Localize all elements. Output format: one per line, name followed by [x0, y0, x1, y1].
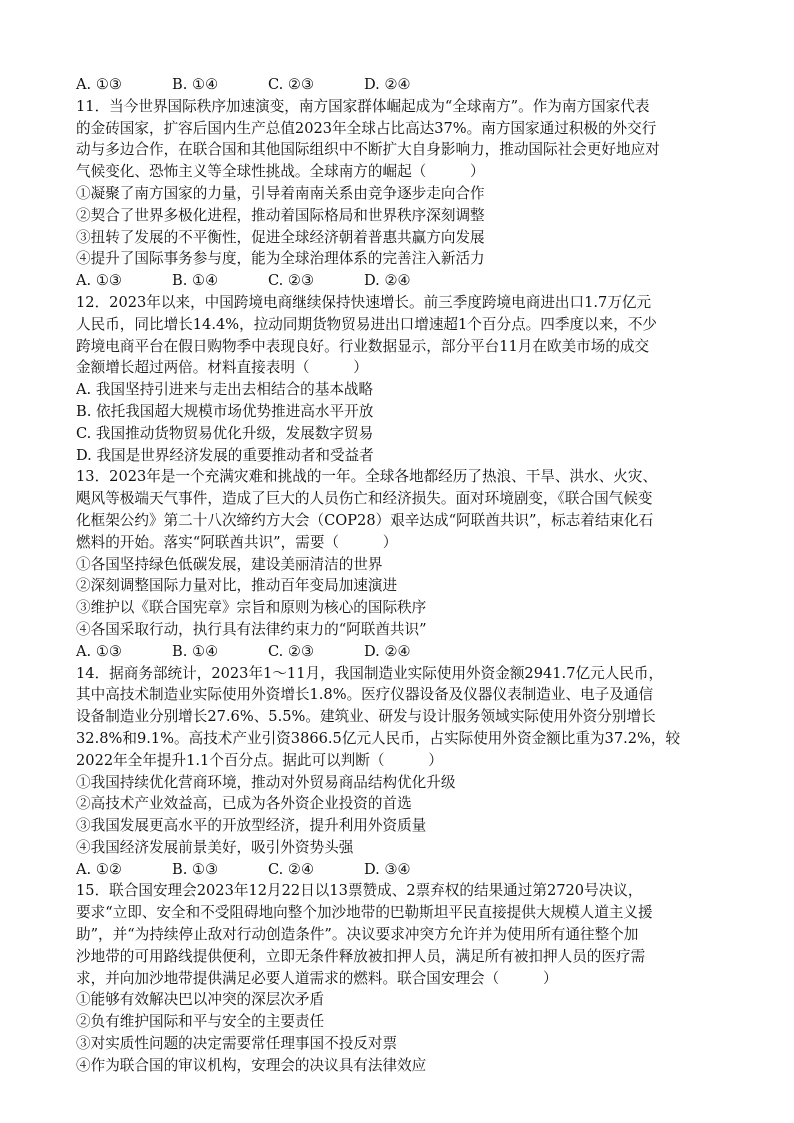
q13-stem-line: 13．2023年是一个充满灾难和挑战的一年。全球各地都经历了热浪、干旱、洪水、火灾、 — [76, 468, 658, 486]
q14-stem-line: 其中高技术制造业实际使用外资增长1.8%。医疗仪器设备及仪器仪表制造业、电子及通信 — [76, 686, 654, 704]
q11-option-c: C. ②③ — [268, 272, 315, 290]
q14-choice: ①我国持续优化营商环境，推动对外贸易商品结构优化升级 — [76, 773, 456, 791]
q15-stem-line: 要求“立即、安全和不受阻碍地向整个加沙地带的巴勒斯坦平民直接提供大规模人道主义援 — [76, 904, 653, 922]
q15-stem-line: 沙地带的可用路线提供便利，立即无条件释放被扣押人员，满足所有被扣押人员的医疗需 — [76, 947, 646, 965]
q10-option-b: B. ①④ — [172, 76, 219, 93]
q13-choice: ④各国采取行动，执行具有法律约束力的“阿联酋共识” — [76, 620, 427, 638]
q13-options — [76, 641, 726, 663]
q12-stem-line: 人民币，同比增长14.4%，拉动同期货物贸易进出口增速超1个百分点。四季度以来，不少 — [76, 315, 658, 333]
q13-option-b: B. ①④ — [172, 642, 219, 660]
q12-stem-line: 跨境电商平台在假日购物季中表现良好。行业数据显示，部分平台11月在欧美市场的成交 — [76, 337, 650, 355]
q11-choice: ③扭转了发展的不平衡性，促进全球经济朝着普惠共赢方向发展 — [76, 228, 485, 246]
q14-stem-line: 32.8%和9.1%。高技术产业引资3866.5亿元人民币，占实际使用外资金额比重为37.2%，较 — [76, 729, 681, 747]
q11-stem-line: 11．当今世界国际秩序加速演变，南方国家群体崛起成为“全球南方”。作为南方国家代表 — [76, 97, 650, 115]
q14-options — [76, 859, 726, 881]
q15-stem-line: 助”，并“为持续停止敌对行动创造条件”。决议要求冲突方允许并为使用所有通往整个加 — [76, 926, 639, 944]
q11-choice: ④提升了国际事务参与度，能为全球治理体系的完善注入新活力 — [76, 250, 485, 268]
question-14 — [76, 663, 726, 881]
q13-option-d: D. ②④ — [364, 642, 411, 660]
q13-stem-line: 飓风等极端天气事件，造成了巨大的人员伤亡和经济损失。面对环境剧变，《联合国气候变 — [76, 490, 653, 508]
q15-choice: ②负有维护国际和平与安全的主要责任 — [76, 1013, 325, 1031]
q14-option-b: B. ①③ — [172, 860, 219, 878]
q13-stem-line: 化框架公约》第二十八次缔约方大会（COP28）艰辛达成“阿联酋共识”，标志着结束化石 — [76, 511, 654, 529]
q13-choice: ①各国坚持绿色低碳发展，建设美丽清洁的世界 — [76, 555, 383, 573]
q14-choice: ④我国经济发展前景美好，吸引外资势头强 — [76, 838, 354, 856]
q15-choice: ④作为联合国的审议机构，安理会的决议具有法律效应 — [76, 1056, 427, 1074]
q11-option-b: B. ①④ — [172, 272, 219, 290]
q12-stem-line: 12．2023年以来，中国跨境电商继续保持快速增长。前三季度跨境电商进出口1.7万亿元 — [76, 293, 652, 311]
q15-choice: ①能够有效解决巴以冲突的深层次矛盾 — [76, 991, 325, 1009]
q11-option-d: D. ②④ — [364, 272, 411, 290]
q11-stem-line: 动与多边合作，在联合国和其他国际组织中不断扩大自身影响力，推动国际社会更好地应对 — [76, 141, 660, 159]
q11-stem-line: 的金砖国家，扩容后国内生产总值2023年全球占比高达37%。南方国家通过积极的外交行 — [76, 119, 657, 137]
q11-option-a: A. ①③ — [76, 272, 122, 290]
q10-option-c: C. ②③ — [268, 76, 315, 93]
q15-stem-line: 15．联合国安理会2023年12月22日以13票赞成、2票弃权的结果通过第2720号决议， — [76, 882, 643, 900]
q13-option-a: A. ①③ — [76, 642, 122, 660]
q12-choice-d: D. 我国是世界经济发展的重要推动者和受益者 — [76, 446, 374, 464]
q11-stem-line: 气候变化、恐怖主义等全球性挑战。全球南方的崛起（ ） — [76, 163, 485, 181]
q12-stem-line: 金额增长超过两倍。材料直接表明（ ） — [76, 359, 368, 377]
q14-stem-line: 14．据商务部统计，2023年1～11月，我国制造业实际使用外资金额2941.7亿元人民币， — [76, 664, 664, 682]
q14-choice: ③我国发展更高水平的开放型经济，提升利用外资质量 — [76, 817, 427, 835]
q14-stem-line: 2022年全年提升1.1个百分点。据此可以判断（ ） — [76, 751, 443, 769]
question-12 — [76, 292, 726, 466]
q12-choice-c: C. 我国推动货物贸易优化升级，发展数字贸易 — [76, 424, 374, 442]
q14-option-d: D. ③④ — [364, 860, 411, 878]
q12-choice-a: A. 我国坚持引进来与走出去相结合的基本战略 — [76, 381, 374, 399]
q13-choice: ③维护以《联合国宪章》宗旨和原则为核心的国际秩序 — [76, 599, 427, 617]
q15-stem-line: 求，并向加沙地带提供满足必要人道需求的燃料。联合国安理会（ ） — [76, 969, 558, 987]
q15-choice: ③对实质性问题的决定需要常任理事国不投反对票 — [76, 1035, 398, 1053]
exam-page — [76, 74, 726, 1077]
q11-options — [76, 270, 726, 292]
question-13 — [76, 466, 726, 662]
q14-option-c: C. ②④ — [268, 860, 315, 878]
q10-options — [76, 74, 726, 96]
q14-option-a: A. ①② — [76, 860, 122, 878]
q11-choice: ①凝聚了南方国家的力量，引导着南南关系由竞争逐步走向合作 — [76, 184, 485, 202]
q13-choice: ②深刻调整国际力量对比，推动百年变局加速演进 — [76, 577, 398, 595]
q10-option-d: D. ②④ — [364, 76, 411, 93]
question-15 — [76, 880, 726, 1076]
q12-choice-b: B. 依托我国超大规模市场优势推进高水平开放 — [76, 402, 374, 420]
question-11 — [76, 96, 726, 292]
q14-stem-line: 设备制造业分别增长27.6%、5.5%。建筑业、研发与设计服务领域实际使用外资分别增长 — [76, 708, 656, 726]
q13-option-c: C. ②③ — [268, 642, 315, 660]
q10-option-a: A. ①③ — [76, 76, 122, 93]
q11-choice: ②契合了世界多极化进程，推动着国际格局和世界秩序深刻调整 — [76, 206, 485, 224]
q14-choice: ②高技术产业效益高，已成为各外资企业投资的首选 — [76, 795, 412, 813]
q13-stem-line: 燃料的开始。落实“阿联酋共识”，需要（ ） — [76, 533, 398, 551]
